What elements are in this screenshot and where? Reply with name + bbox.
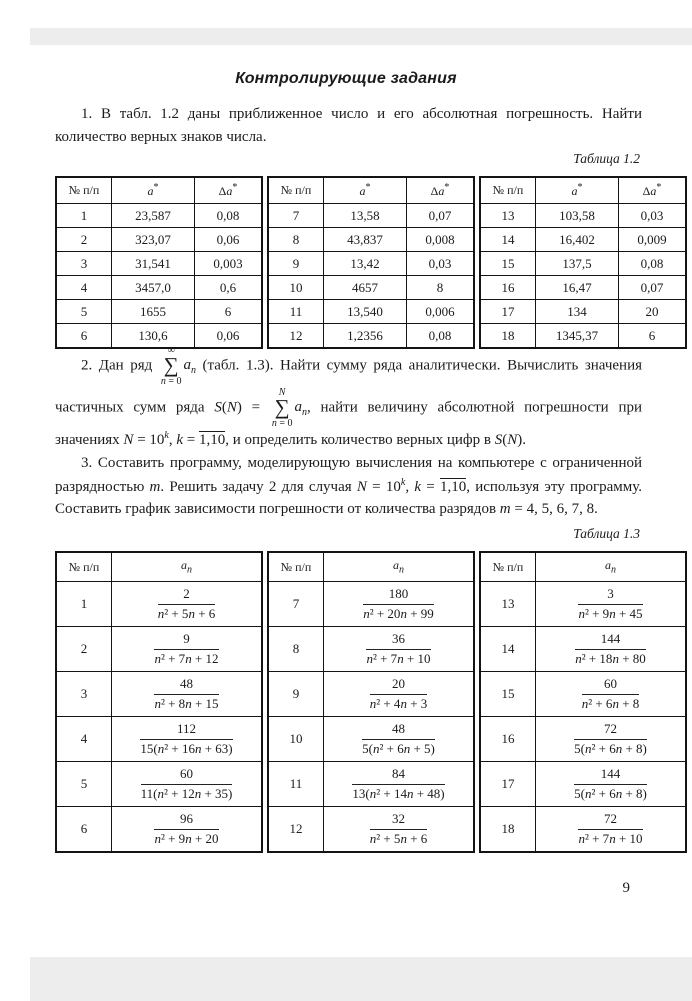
- paragraph-1: [55, 103, 642, 148]
- table-row: [268, 252, 474, 276]
- cell-da: 0,06: [195, 228, 263, 252]
- cell-da: 0,07: [407, 204, 475, 228]
- cell-da: 0,08: [619, 252, 687, 276]
- cell-no: 18: [480, 324, 536, 349]
- cell-no: 12: [268, 807, 324, 853]
- table13-group-2: [267, 551, 475, 853]
- cell-no: 14: [480, 627, 536, 672]
- table-header-row: [56, 552, 262, 582]
- cell-da: 0,07: [619, 276, 687, 300]
- table-header-row: [480, 552, 686, 582]
- cell-no: 11: [268, 762, 324, 807]
- cell-no: 17: [480, 300, 536, 324]
- cell-a: 137,5: [536, 252, 619, 276]
- cell-no: 18: [480, 807, 536, 853]
- header-a-star: a*: [112, 177, 195, 204]
- sum-symbol: ∞ ∑ n = 0: [160, 345, 182, 387]
- text-run: , используя эту программу. Составить график зависимости погрешности от количества разрядов: [55, 478, 643, 517]
- cell-da: 8: [407, 276, 475, 300]
- table-row: [480, 717, 686, 762]
- cell-fraction: $\frac{180}{\text{n² + 20n + 99}}$: [324, 582, 475, 627]
- cell-da: 0,03: [619, 204, 687, 228]
- header-a-star: a*: [536, 177, 619, 204]
- cell-da: 0,03: [407, 252, 475, 276]
- cell-da: 0,009: [619, 228, 687, 252]
- table12-group-2: [267, 176, 475, 349]
- table-1-3: [55, 551, 687, 853]
- cell-a: 16,402: [536, 228, 619, 252]
- cell-no: 14: [480, 228, 536, 252]
- sum-symbol: N ∑ n = 0: [271, 386, 293, 429]
- page-title: Контролирующие задания: [235, 70, 457, 87]
- table-row: [480, 276, 686, 300]
- cell-no: 10: [268, 717, 324, 762]
- table-row: [480, 204, 686, 228]
- table-row: [56, 627, 262, 672]
- table12-group-3: [479, 176, 687, 349]
- text-run: , и определить количество верных цифр в: [225, 431, 495, 448]
- table-row: [268, 627, 474, 672]
- cell-a: 323,07: [112, 228, 195, 252]
- cell-da: 0,6: [195, 276, 263, 300]
- cell-a: 103,58: [536, 204, 619, 228]
- sigma-symbol: ∑: [163, 353, 179, 377]
- cell-fraction: $\frac{2}{\text{n² + 5n + 6}}$: [112, 582, 263, 627]
- header-an: $a_n$: [112, 552, 263, 582]
- text-run: 2. Дан ряд: [81, 357, 159, 374]
- cell-a: 134: [536, 300, 619, 324]
- table-row: [56, 228, 262, 252]
- cell-da: 0,003: [195, 252, 263, 276]
- table-row: [56, 252, 262, 276]
- table-row: [480, 807, 686, 853]
- table-row: [56, 204, 262, 228]
- cell-a: 13,42: [324, 252, 407, 276]
- cell-a: 3457,0: [112, 276, 195, 300]
- cell-no: 6: [56, 807, 112, 853]
- cell-da: 6: [195, 300, 263, 324]
- text-run: 3. Составить программу, моделирующую вычисления на компьютере с ограниченной разрядностью: [55, 455, 642, 495]
- formula-sn: S(N) =: [214, 399, 270, 416]
- table-row: [480, 300, 686, 324]
- cell-no: 4: [56, 717, 112, 762]
- cell-no: 2: [56, 627, 112, 672]
- header-delta-a-star: Δa*: [195, 177, 263, 204]
- scan-shadow-top: [30, 28, 692, 45]
- text-run: 1. В табл. 1.2 даны приближенное число и его абсолютная погрешность. Найти количество верных знаков числа.: [55, 106, 642, 145]
- cell-a: 4657: [324, 276, 407, 300]
- sigma-symbol: ∑: [274, 394, 290, 419]
- cell-fraction: $\frac{3}{\text{n² + 9n + 45}}$: [536, 582, 687, 627]
- cell-no: 1: [56, 204, 112, 228]
- cell-no: 8: [268, 627, 324, 672]
- cell-no: 9: [268, 672, 324, 717]
- cell-fraction: $\frac{72}{\text{5(n² + 6n + 8)}}$: [536, 717, 687, 762]
- cell-da: 6: [619, 324, 687, 349]
- cell-da: 0,08: [407, 324, 475, 349]
- cell-a: 1,2356: [324, 324, 407, 349]
- cell-a: 16,47: [536, 276, 619, 300]
- paragraph-3: 3. Составить программу, моделирующую вычисления на компьютере с ограниченной разрядностью m. Решить задачу 2 для случая $N = 10^k$, k = 1,10, используя эту программу. Составить график зависимости погрешности от количества разрядов m = 4, 5, 6, 7, 8.: [55, 455, 643, 517]
- cell-da: 0,008: [407, 228, 475, 252]
- sum-argument: $a_n$: [294, 399, 307, 419]
- cell-fraction: $\frac{144}{\text{n² + 18n + 80}}$: [536, 627, 687, 672]
- cell-fraction: $\frac{96}{\text{n² + 9n + 20}}$: [112, 807, 263, 853]
- text-run: (табл. 1.3). Найти сумму ряда аналитически. Вычислить значения частичных сумм ряда: [55, 357, 643, 416]
- cell-a: 23,587: [112, 204, 195, 228]
- cell-a: 1655: [112, 300, 195, 324]
- table-row: [480, 252, 686, 276]
- cell-no: 16: [480, 276, 536, 300]
- cell-no: 2: [56, 228, 112, 252]
- table-row: [480, 228, 686, 252]
- cell-da: 20: [619, 300, 687, 324]
- header-a-star: a*: [324, 177, 407, 204]
- table12-caption: Таблица 1.2: [573, 151, 640, 166]
- cell-no: 15: [480, 252, 536, 276]
- cell-a: 31,541: [112, 252, 195, 276]
- cell-no: 4: [56, 276, 112, 300]
- table-row: [56, 762, 262, 807]
- table13-group-1: [55, 551, 263, 853]
- header-an: $a_n$: [324, 552, 475, 582]
- table-row: [56, 276, 262, 300]
- table13-caption: Таблица 1.3: [573, 526, 640, 541]
- table-row: [480, 762, 686, 807]
- table-row: [268, 672, 474, 717]
- table-row: [480, 672, 686, 717]
- header-no: № п/п: [480, 552, 536, 582]
- cell-fraction: $\frac{9}{\text{n² + 7n + 12}}$: [112, 627, 263, 672]
- cell-a: 1345,37: [536, 324, 619, 349]
- table-row: [56, 807, 262, 853]
- sum-argument: $a_n$: [183, 357, 196, 377]
- table-header-row: [480, 177, 686, 204]
- cell-no: 5: [56, 300, 112, 324]
- table-row: [56, 672, 262, 717]
- header-no: № п/п: [268, 177, 324, 204]
- table-row: [268, 807, 474, 853]
- cell-no: 13: [480, 582, 536, 627]
- header-an: $a_n$: [536, 552, 687, 582]
- cell-no: 3: [56, 672, 112, 717]
- header-delta-a-star: Δa*: [619, 177, 687, 204]
- formula-n10k: N = 10: [356, 478, 401, 495]
- cell-fraction: $\frac{112}{\text{15(n² + 16n + 63)}}$: [112, 717, 263, 762]
- scan-shadow-bottom: [30, 957, 692, 1001]
- cell-fraction: $\frac{48}{\text{n² + 8n + 15}}$: [112, 672, 263, 717]
- cell-fraction: $\frac{20}{\text{n² + 4n + 3}}$: [324, 672, 475, 717]
- cell-da: 0,08: [195, 204, 263, 228]
- table12-group-1: [55, 176, 263, 349]
- paragraph-2: 2. Дан ряд ∞ ∑ n = 0 $a_n$ (табл. 1.3). Найти сумму ряда аналитически. Вычислить значения частичных сумм ряда S(N) = N ∑ n = 0 $a_n$, найти величину абсолютной погрешности при значениях $N = 10^k$, k = 1,10, и определить количество верных цифр в S(N).: [55, 345, 643, 448]
- cell-a: 43,837: [324, 228, 407, 252]
- cell-no: 11: [268, 300, 324, 324]
- table-header-row: [268, 552, 474, 582]
- cell-no: 10: [268, 276, 324, 300]
- cell-fraction: $\frac{48}{\text{5(n² + 6n + 5)}}$: [324, 717, 475, 762]
- header-no: № п/п: [56, 177, 112, 204]
- table-row: [56, 300, 262, 324]
- cell-fraction: $\frac{84}{\text{13(n² + 14n + 48)}}$: [324, 762, 475, 807]
- cell-fraction: $\frac{60}{\text{n² + 6n + 8}}$: [536, 672, 687, 717]
- cell-no: 12: [268, 324, 324, 349]
- cell-no: 3: [56, 252, 112, 276]
- cell-no: 6: [56, 324, 112, 349]
- cell-fraction: $\frac{36}{\text{n² + 7n + 10}}$: [324, 627, 475, 672]
- cell-a: 13,58: [324, 204, 407, 228]
- table-row: [56, 582, 262, 627]
- header-no: № п/п: [268, 552, 324, 582]
- table-row: [268, 228, 474, 252]
- page-number: 9: [622, 880, 630, 896]
- overlined-range: 1,10: [199, 431, 226, 448]
- overlined-range: 1,10: [439, 478, 467, 495]
- cell-da: 0,006: [407, 300, 475, 324]
- cell-no: 9: [268, 252, 324, 276]
- table-1-2: [55, 176, 687, 349]
- header-no: № п/п: [480, 177, 536, 204]
- cell-no: 8: [268, 228, 324, 252]
- cell-no: 15: [480, 672, 536, 717]
- table-row: [268, 300, 474, 324]
- formula-sn: S(N): [494, 431, 523, 448]
- cell-da: 0,06: [195, 324, 263, 349]
- table-row: [268, 762, 474, 807]
- table-row: [268, 717, 474, 762]
- table-row: [480, 582, 686, 627]
- cell-a: 13,540: [324, 300, 407, 324]
- cell-no: 7: [268, 204, 324, 228]
- table-row: [268, 582, 474, 627]
- text-run: . Решить задачу 2 для случая: [160, 478, 357, 495]
- header-delta-a-star: Δa*: [407, 177, 475, 204]
- cell-no: 13: [480, 204, 536, 228]
- cell-fraction: $\frac{144}{\text{5(n² + 6n + 8)}}$: [536, 762, 687, 807]
- cell-fraction: $\frac{32}{\text{n² + 5n + 6}}$: [324, 807, 475, 853]
- text-run: , найти величину абсолютной погрешности при значениях: [55, 399, 642, 448]
- formula-n10k: N = 10: [123, 431, 165, 448]
- cell-no: 17: [480, 762, 536, 807]
- cell-no: 7: [268, 582, 324, 627]
- table-header-row: [268, 177, 474, 204]
- cell-a: 130,6: [112, 324, 195, 349]
- cell-no: 16: [480, 717, 536, 762]
- text-run: = 4, 5, 6, 7, 8.: [510, 501, 598, 517]
- table-row: [268, 276, 474, 300]
- table-row: [480, 627, 686, 672]
- header-no: № п/п: [56, 552, 112, 582]
- table13-group-3: [479, 551, 687, 853]
- table-row: [56, 717, 262, 762]
- table-header-row: [56, 177, 262, 204]
- table-row: [268, 204, 474, 228]
- cell-no: 1: [56, 582, 112, 627]
- cell-no: 5: [56, 762, 112, 807]
- cell-fraction: $\frac{60}{\text{11(n² + 12n + 35)}}$: [112, 762, 263, 807]
- cell-fraction: $\frac{72}{\text{n² + 7n + 10}}$: [536, 807, 687, 853]
